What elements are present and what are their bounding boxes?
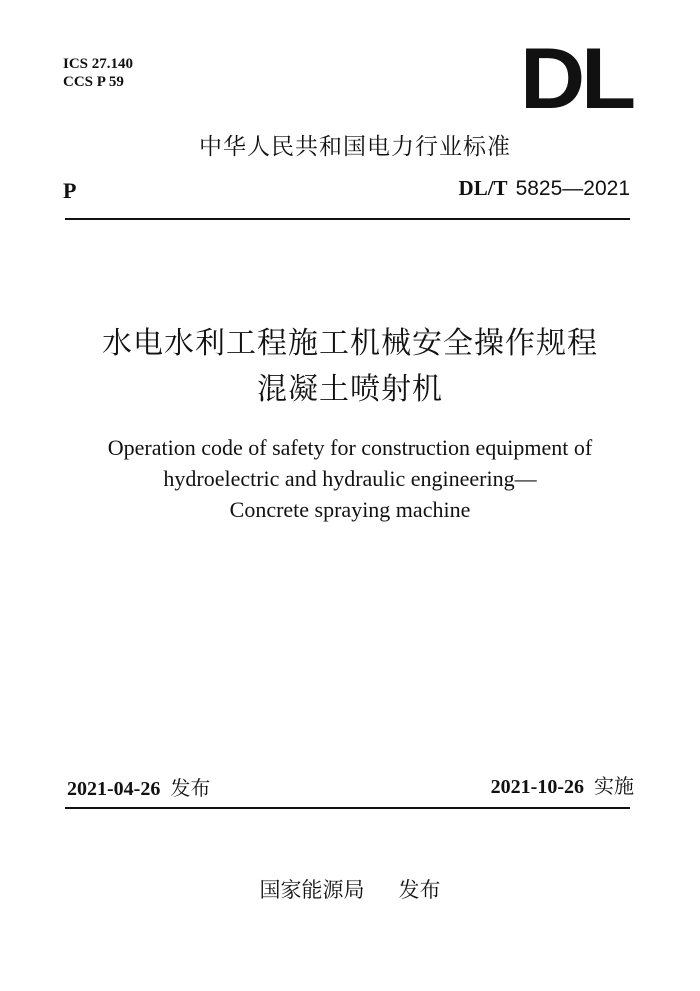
title-en-line3: Concrete spraying machine <box>229 497 471 522</box>
implement-date-block <box>491 770 634 799</box>
title-en-line2: hydroelectric and hydraulic engineering— <box>163 466 537 491</box>
issue-label: 发布 <box>170 776 211 800</box>
title-zh-line2: 混凝土喷射机 <box>257 372 443 407</box>
implement-date: 2021-10-26 <box>490 776 584 798</box>
dl-logo: DL <box>520 31 632 127</box>
classification-letter: P <box>63 178 77 203</box>
standard-prefix: DL/T <box>458 176 508 200</box>
title-en-line1: Operation code of safety for construction equipment of <box>107 435 593 460</box>
industry-standard-title: 中华人民共和国电力行业标准 <box>199 134 511 160</box>
standard-code: 5825—2021 <box>515 177 630 200</box>
top-divider <box>65 218 630 220</box>
title-en <box>0 432 700 525</box>
classification-codes <box>63 55 133 91</box>
issuer-block <box>0 874 700 904</box>
standard-number <box>459 176 630 201</box>
issuer-name: 国家能源局 <box>259 878 365 902</box>
issue-date-block <box>67 772 210 801</box>
implement-label: 实施 <box>594 774 634 798</box>
ccs-code: CCS P 59 <box>63 74 124 90</box>
ics-code: ICS 27.140 <box>63 56 134 72</box>
issue-date: 2021-04-26 <box>67 778 161 800</box>
title-zh-line1: 水电水利工程施工机械安全操作规程 <box>102 326 598 361</box>
issuer-action: 发布 <box>398 878 441 902</box>
bottom-divider <box>65 807 630 809</box>
